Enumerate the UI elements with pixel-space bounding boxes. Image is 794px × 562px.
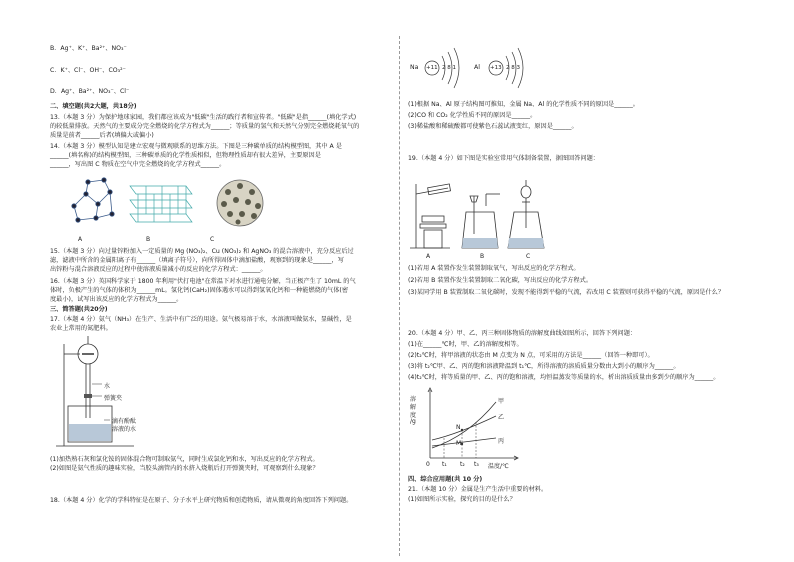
q15-line-3: 出锌粉与混合溶液反应的过程中使溶液质量减小的反应的化学方程式：______。 xyxy=(50,266,267,273)
curve-label-jia: 甲 xyxy=(498,398,505,405)
q14-line-1: 14.（本题 3 分）模型认知是建立宏观与微观联系的思维方法。下图是三种碳单质的结构模型图，其中 A 是 xyxy=(50,143,342,150)
q16-line-3: 度最小)，试写出该反应的化学方程式为______。 xyxy=(50,296,183,303)
al-symbol: Al xyxy=(474,64,480,71)
graphite-structure xyxy=(130,186,192,222)
q18-prompt: 18.（本题 4 分）化学的学科特征是在原子、分子水平上研究物质和创造物质，请从微观的角度回答下列问题。 xyxy=(50,497,353,504)
q15-line-1: 15.（本题 3 分）向过量锌粉加入一定质量的 Mg (NO₃)₂、Cu (NO₃)₂ 和 AgNO₃ 的混合溶液中，充分反应后过 xyxy=(50,248,354,255)
q16-line-1: 16.（本题 3 分）英国科学家于 1800 年利用"伏打电池"在常温下对水进行通电分解，当正极产生了 10mL 的气 xyxy=(50,278,356,285)
al-core: +13 xyxy=(490,65,502,71)
q20-sub-4: (4)t₂℃时，将等质量的甲、乙、丙的饱和溶液，均恒温蒸发等质量的水，析出溶质质量由多到少的顺序为______。 xyxy=(408,374,720,381)
c60-structure xyxy=(217,180,263,226)
q21-line-2: (1)如图所示实验，探究的目的是什么？ xyxy=(408,496,516,503)
q19-sub-1: (1)若用 A 装置作发生装置制取氧气，写出反应的化学方程式。 xyxy=(408,265,580,272)
q18-sub-2: (2)CO 和 CO₂ 化学性质不同的原因是______。 xyxy=(408,112,537,119)
section-3-heading: 三、简答题(共20分) xyxy=(50,306,108,313)
q13-line-3: 质量是前者______后者(填偏大或偏小) xyxy=(50,132,154,139)
figure-label-c: C xyxy=(210,236,215,243)
apparatus-label-c: C xyxy=(526,253,531,260)
option-b: B．Ag⁺、K⁺、Ba²⁺、NO₃⁻ xyxy=(50,45,127,52)
q20-sub-1: (1)在______℃时，甲、乙的溶解度相等。 xyxy=(408,341,523,348)
curve-yi xyxy=(432,416,496,440)
al-shells: 2 8 3 xyxy=(506,65,520,71)
gas-apparatus-figure xyxy=(410,172,550,254)
q16-line-2: 体时，负极产生的气体的体积为______mL。氢化钙(CaH₂)固体遇水可以得到氢氧化钙和一种能燃烧的气体(密 xyxy=(50,287,349,294)
figure-label-a: A xyxy=(78,236,83,243)
option-c: C．K⁺、Cl⁻、OH⁻、CO₃²⁻ xyxy=(50,67,126,74)
na-symbol: Na xyxy=(410,64,419,71)
chart-ylabel-3: 度 xyxy=(410,412,417,419)
q20-sub-2: (2)t₂℃时，将甲溶液的状态由 M 点变为 N 点，可采用的方法是______（回答一种即可）。 xyxy=(408,352,654,359)
q19-sub-3: (3)某同学用 B 装置制取二氧化碳时，发现不能得到平稳的气流，若改用 C 装置则可获得平稳的气流，原因是什么？ xyxy=(408,289,725,296)
na-shells: 2 8 1 xyxy=(442,65,456,71)
q14-line-3: ______，写出图 C 物质在空气中完全燃烧的化学方程式______。 xyxy=(50,161,226,168)
curve-bing xyxy=(432,438,496,446)
xtick-t3: t₃ xyxy=(474,461,479,468)
na-core: +11 xyxy=(426,65,438,71)
q13-line-1: 13.（本题 3 分）为保护地球家园，我们都应该成为"低碳"生活的践行者和宣传者。"低碳"是指______(填化学式) xyxy=(50,114,357,121)
apparatus-label-a: A xyxy=(426,253,431,260)
point-m: M xyxy=(456,440,462,447)
right-column xyxy=(408,0,758,562)
q14-line-2: ______(填名称)的结构模型图，三种碳单质的化学性质相似，但物理性质却有很大差异，主要原因是 xyxy=(50,152,321,159)
q17-sub-1: (1)加热熟石灰和氯化铵的固体混合物可制取氨气，同时生成氯化钙和水，写出反应的化学方程式。 xyxy=(50,456,319,463)
label-solution-water: 溶液的水 xyxy=(112,426,137,433)
option-d: D．Ag⁺、Ba²⁺、NO₃⁻、Cl⁻ xyxy=(50,88,130,95)
point-n: N xyxy=(456,424,461,431)
xtick-t1: t₁ xyxy=(442,461,447,468)
apparatus-label-b: B xyxy=(480,253,485,260)
label-phenolphthalein: 滴有酚酞 xyxy=(112,418,137,425)
chart-ylabel-1: 溶 xyxy=(410,396,417,403)
q21-line-1: 21.（本题 10 分）金属是生产生活中重要的材料。 xyxy=(408,486,548,493)
label-water: 水 xyxy=(104,383,111,390)
q19-sub-2: (2)若用 B 装置作发生装置制取二氧化碳，写出反应的化学方程式。 xyxy=(408,277,593,284)
curve-jia xyxy=(432,402,496,448)
q18-sub-1: (1)根据 Na、Al 原子结构图可推知，金属 Na、Al 的化学性质不同的原因是______。 xyxy=(408,101,639,108)
column-divider xyxy=(399,36,400,556)
chart-ylabel-2: 解 xyxy=(410,404,417,411)
q15-line-2: 滤，滤液中所含的金属阳离子有______（填离子符号），向所得固体中滴加盐酸，观察到的现象是______，写 xyxy=(50,257,344,264)
q17-line-1: 17.（本题 4 分）氨气（NH₃）在生产、生活中有广泛的用途。氨气极易溶于水，水溶液叫做氨水，显碱性，是 xyxy=(50,316,352,323)
q13-line-2: 的较低量排放。天然气的主要成分完全燃烧的化学方程式为______；等质量的氢气和天然气分别完全燃烧耗氧气的 xyxy=(50,123,360,130)
q18-sub-3: (3)稀盐酸和稀硫酸都可使紫色石蕊试液变红，原因是______。 xyxy=(408,123,578,130)
q19-prompt: 19.（本题 4 分）如下图是实验室常用气体制备装置，据图回答问题： xyxy=(408,155,599,162)
section-4-heading: 四、综合应用题(共 10 分) xyxy=(408,476,483,483)
chart-xlabel: 温度/℃ xyxy=(488,463,509,470)
q20-prompt: 20.（本题 4 分）甲、乙、丙三种固体物质的溶解度曲线如图所示，回答下列问题： xyxy=(408,330,637,337)
curve-label-bing: 丙 xyxy=(498,438,505,445)
label-spring-clip: 弹簧夹 xyxy=(104,395,123,402)
xtick-t2: t₂ xyxy=(460,461,465,468)
diamond-structure xyxy=(72,178,114,222)
q17-line-2: 农业上常用的氮肥料。 xyxy=(50,325,112,332)
q20-sub-3: (3)将 t₂℃甲、乙、丙的饱和溶液降温到 t₁℃，所得溶液的溶质质量分数由大到小的顺序为______。 xyxy=(408,363,680,370)
q17-sub-2: (2)如图是氨气性质的趣味实验，当胶头滴管内的水挤入烧瓶后打开弹簧夹时，可观察到什么现象？ xyxy=(50,465,319,472)
carbon-structures-figure xyxy=(68,176,268,232)
xtick-0: 0 xyxy=(426,461,430,468)
curve-label-yi: 乙 xyxy=(498,414,505,421)
figure-label-b: B xyxy=(146,236,151,243)
section-2-heading: 二、填空题(共2大题，共18分) xyxy=(50,103,137,110)
left-column xyxy=(50,0,390,562)
chart-ylabel-4: /g xyxy=(410,418,416,425)
